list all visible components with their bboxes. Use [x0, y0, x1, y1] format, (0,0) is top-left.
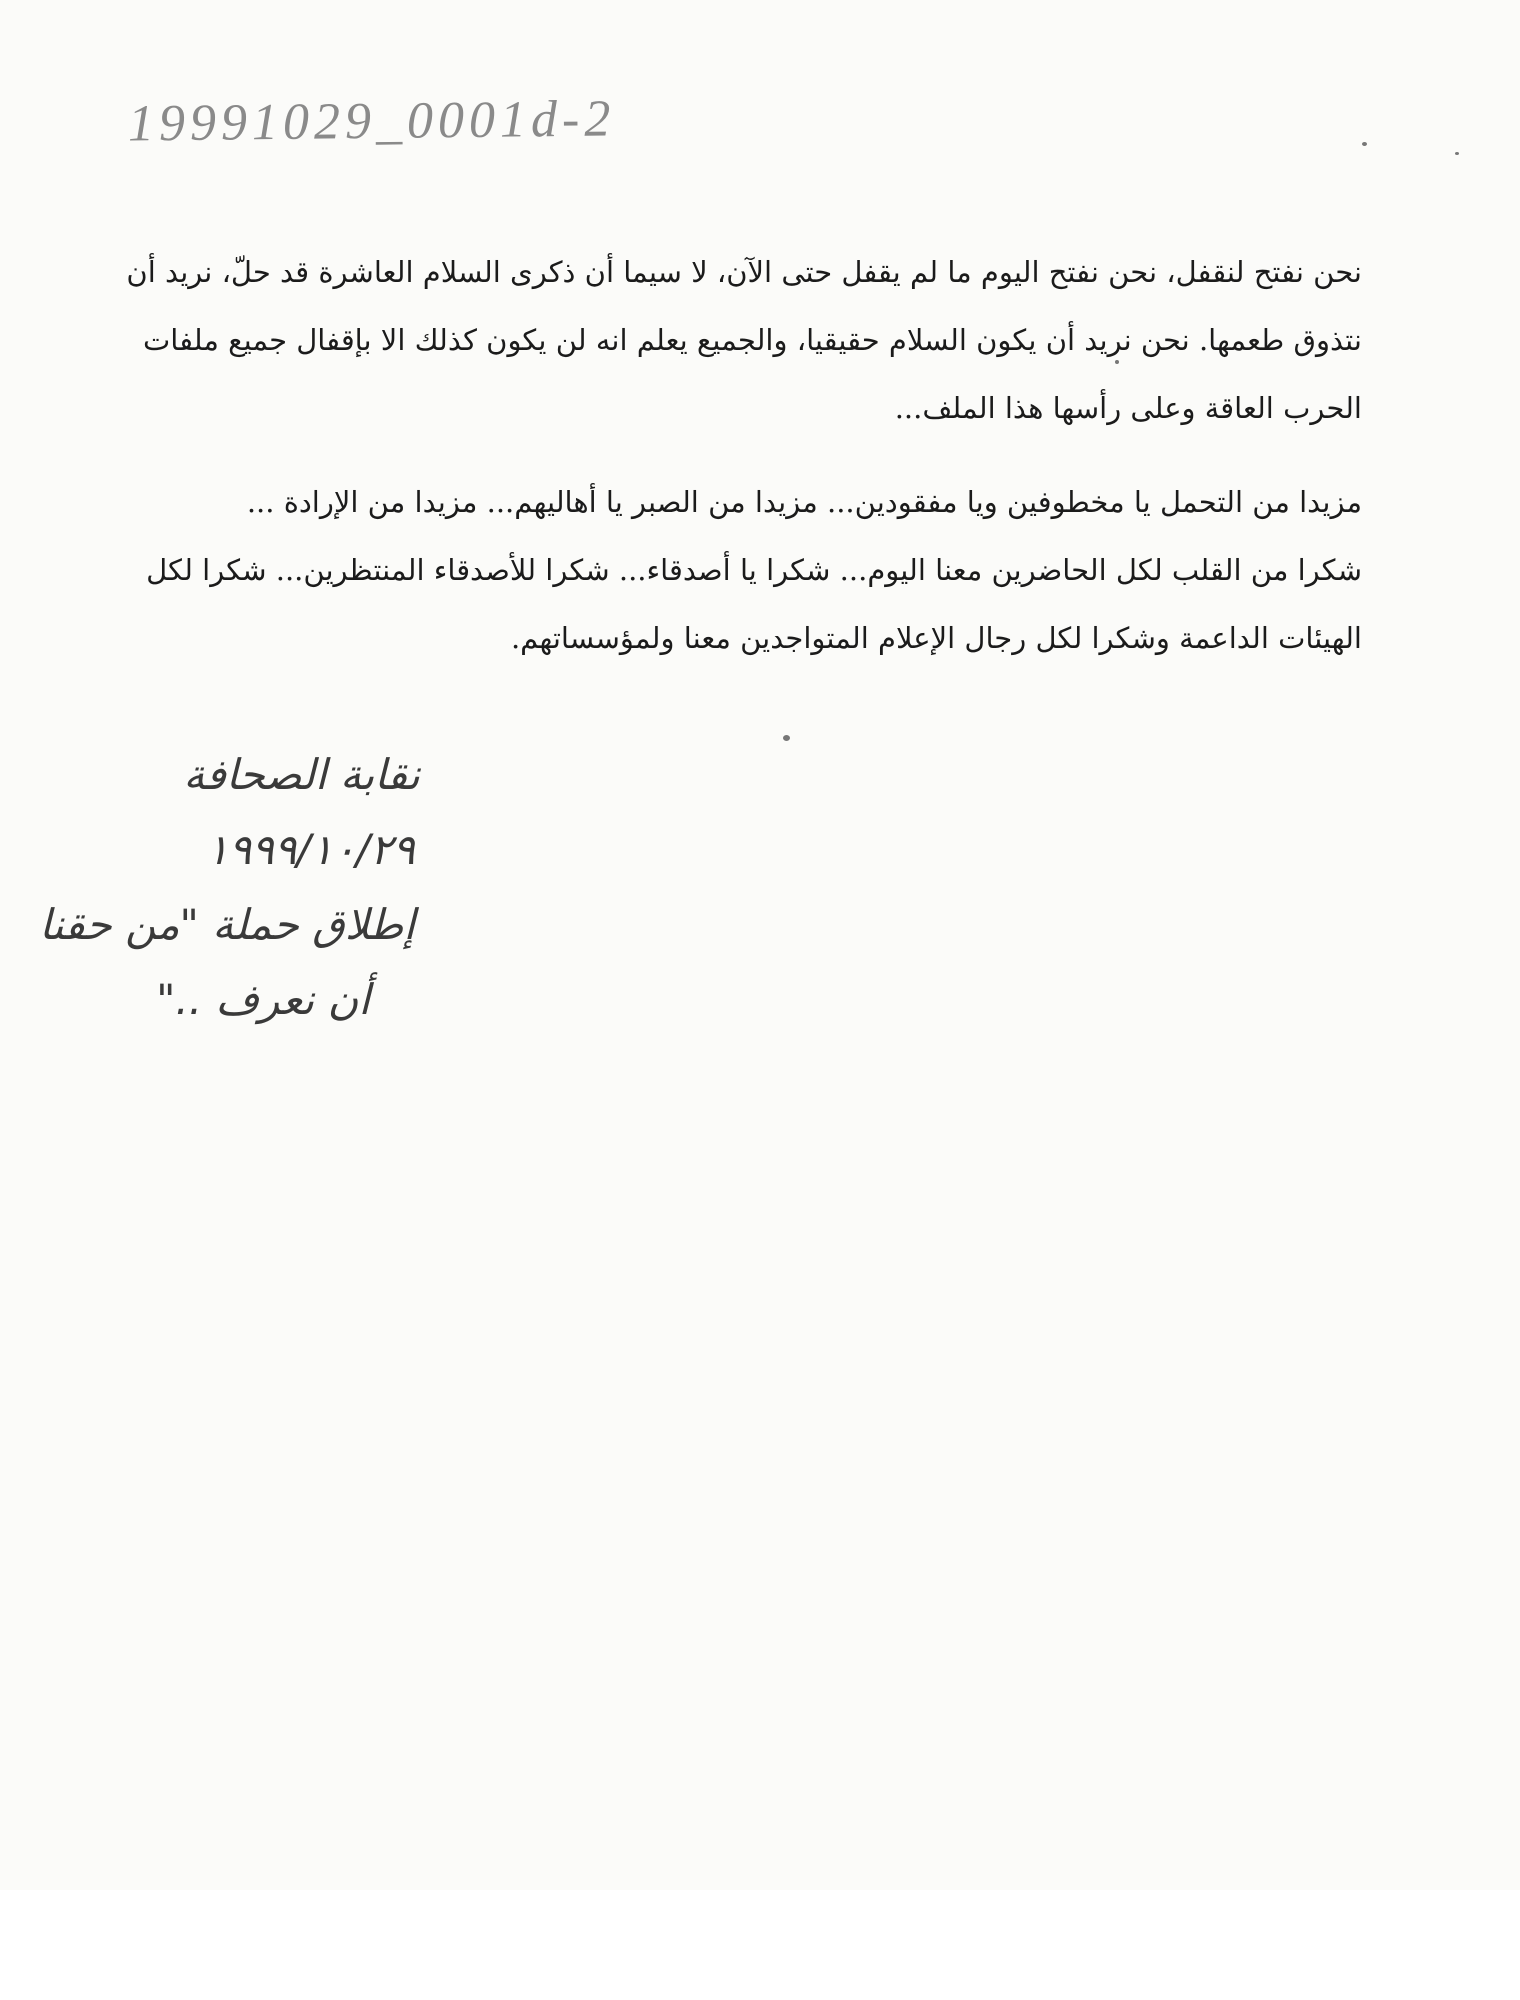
- paragraph-2: [146, 468, 1362, 672]
- handwritten-organization: نقابة الصحافة: [183, 750, 420, 799]
- archive-id-pencil: 19991029_0001d-2: [127, 90, 616, 153]
- paragraph-line: الهيئات الداعمة وشكرا لكل رجال الإعلام المتواجدين معنا ولمؤسساتهم.: [510, 621, 1362, 655]
- handwritten-campaign-line-2: أن نعرف ..": [156, 975, 370, 1024]
- handwritten-date: ١٩٩٩/١٠/٢٩: [206, 825, 415, 874]
- handwritten-campaign-line-1: إطلاق حملة "من حقنا: [39, 900, 415, 949]
- scan-speck: [1362, 142, 1367, 146]
- scan-speck: [1455, 152, 1459, 155]
- scan-speck: [783, 735, 790, 741]
- scan-speck: [1115, 360, 1119, 364]
- paragraph-line: الحرب العاقة وعلى رأسها هذا الملف...: [894, 391, 1362, 425]
- paragraph-line: نتذوق طعمها. نحن نريد أن يكون السلام حقيقيا، والجميع يعلم انه لن يكون كذلك الا بإقفال جميع ملفات: [142, 323, 1362, 357]
- paragraph-line: نحن نفتح لنقفل، نحن نفتح اليوم ما لم يقفل حتى الآن، لا سيما أن ذكرى السلام العاشرة قد حلّ، نريد أن: [126, 255, 1362, 289]
- paragraph-line: شكرا من القلب لكل الحاضرين معنا اليوم... شكرا يا أصدقاء... شكرا للأصدقاء المنتظرين... شكرا لكل: [146, 553, 1362, 587]
- paragraph-1: [126, 238, 1362, 442]
- paragraph-line: مزيدا من التحمل يا مخطوفين ويا مفقودين... مزيدا من الصبر يا أهاليهم... مزيدا من الإرادة ...: [246, 485, 1362, 519]
